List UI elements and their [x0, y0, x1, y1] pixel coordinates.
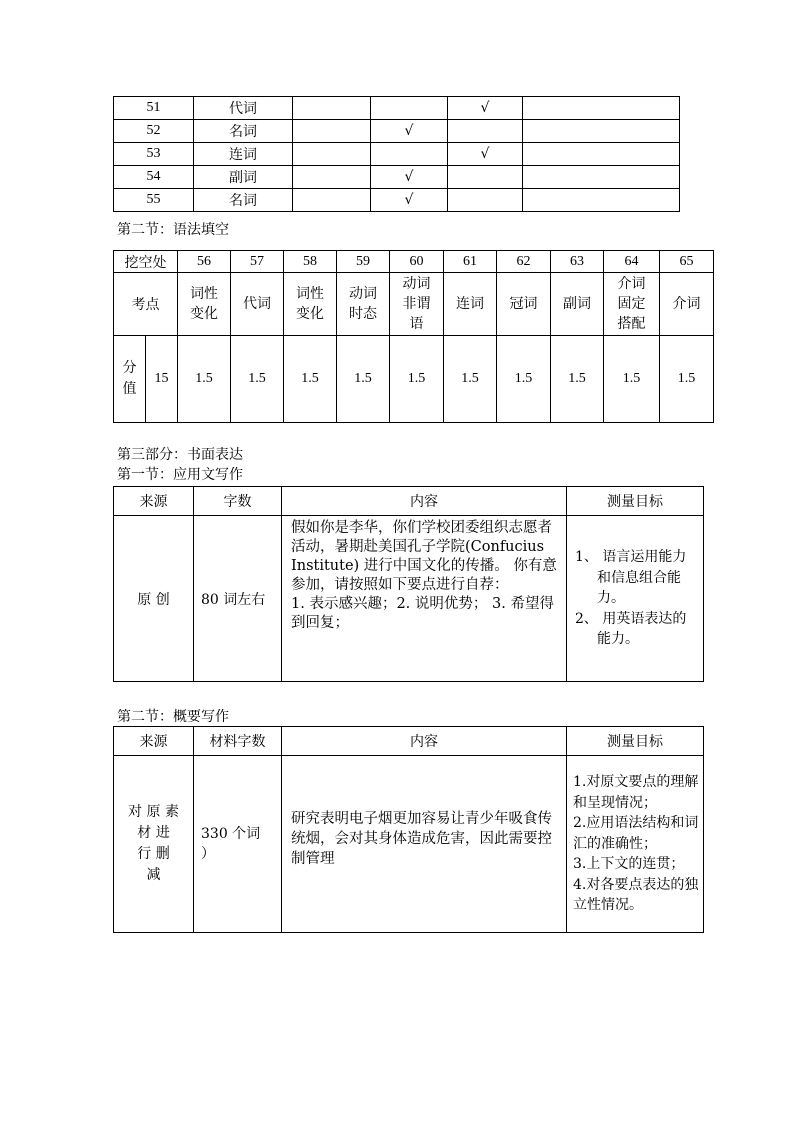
check-cell [293, 143, 371, 166]
score-value: 1.5 [178, 336, 231, 423]
check-cell [523, 97, 680, 120]
answer-type: 连词 [194, 143, 293, 166]
check-cell: √ [371, 120, 448, 143]
question-number: 55 [114, 189, 194, 212]
check-cell [523, 120, 680, 143]
check-cell: √ [448, 143, 523, 166]
goals-cell [567, 516, 704, 682]
header-source: 来源 [114, 727, 194, 756]
blank-number: 62 [497, 251, 551, 273]
answer-row [114, 120, 680, 143]
check-cell [293, 97, 371, 120]
header-content: 内容 [282, 727, 567, 756]
blank-number: 63 [551, 251, 604, 273]
check-cell [293, 189, 371, 212]
grammar-point: 代词 [231, 273, 284, 336]
summary-content: 研究表明电子烟更加容易让青少年吸食传统烟，会对其身体造成危害，因此需要控制管理 [282, 756, 567, 933]
header-words: 字数 [194, 487, 282, 516]
total-score: 15 [146, 336, 178, 423]
answer-type: 代词 [194, 97, 293, 120]
check-cell [448, 166, 523, 189]
blank-number: 57 [231, 251, 284, 273]
row-label-point: 考点 [114, 273, 178, 336]
blank-number: 61 [444, 251, 497, 273]
row-label-blank: 挖空处 [114, 251, 178, 273]
grammar-point: 词性 变化 [178, 273, 231, 336]
source-cell: 对 原 素 材 进 行 删 减 [114, 756, 194, 933]
score-value: 1.5 [231, 336, 284, 423]
source-cell: 原 创 [114, 516, 194, 682]
answer-row [114, 189, 680, 212]
part3-heading: 第三部分：书面表达 [117, 447, 243, 463]
applied-writing-table [113, 486, 704, 682]
check-cell [371, 143, 448, 166]
check-cell: √ [371, 189, 448, 212]
score-value: 1.5 [604, 336, 660, 423]
prompt-content: 假如你是李华，你们学校团委组织志愿者活动，暑期赴美国孔子学院(Confucius Institute) 进行中国文化的传播。 你有意参加，请按照如下要点进行自荐： 1. 表示感兴趣；2. 说明优势； 3. 希望得到回复； [282, 516, 567, 682]
question-number: 53 [114, 143, 194, 166]
check-cell [523, 143, 680, 166]
score-value: 1.5 [660, 336, 714, 423]
answer-type: 名词 [194, 120, 293, 143]
goal-item: 1、 语言运用能力和信息组合能力。 [575, 549, 687, 607]
goals-cell [567, 756, 704, 933]
blank-number: 65 [660, 251, 714, 273]
question-number: 51 [114, 97, 194, 120]
blank-number: 59 [337, 251, 390, 273]
check-cell [448, 189, 523, 212]
check-cell [293, 166, 371, 189]
blank-number: 64 [604, 251, 660, 273]
header-source: 来源 [114, 487, 194, 516]
section-heading-applied-writing: 第一节：应用文写作 [117, 467, 243, 483]
summary-writing-table [113, 726, 704, 933]
blank-number: 56 [178, 251, 231, 273]
answer-type: 副词 [194, 166, 293, 189]
grammar-point: 动词 时态 [337, 273, 390, 336]
check-cell: √ [448, 97, 523, 120]
grammar-point: 副词 [551, 273, 604, 336]
answer-row [114, 97, 680, 120]
goal-item: 2.应用语法结构和词汇的准确性； [573, 815, 699, 852]
grammar-point: 介词 [660, 273, 714, 336]
grammar-point: 连词 [444, 273, 497, 336]
row-label-score: 分 值 [114, 336, 146, 423]
grammar-fill-table [113, 250, 714, 423]
grammar-point: 冠词 [497, 273, 551, 336]
check-cell: √ [371, 166, 448, 189]
goal-item: 2、 用英语表达的能力。 [575, 610, 687, 648]
blank-number: 60 [390, 251, 444, 273]
question-number: 52 [114, 120, 194, 143]
goal-item: 3.上下文的连贯； [573, 856, 685, 873]
score-value: 1.5 [337, 336, 390, 423]
word-count-cell: 80 词左右 [194, 516, 282, 682]
question-number: 54 [114, 166, 194, 189]
grammar-point: 动词 非谓 语 [390, 273, 444, 336]
header-goals: 测量目标 [567, 727, 704, 756]
answer-row [114, 166, 680, 189]
section-heading-grammar-fill: 第二节：语法填空 [117, 222, 229, 238]
check-cell [523, 166, 680, 189]
header-content: 内容 [282, 487, 567, 516]
header-material-words: 材料字数 [194, 727, 282, 756]
answer-type: 名词 [194, 189, 293, 212]
score-value: 1.5 [444, 336, 497, 423]
answer-key-table [113, 96, 680, 212]
score-value: 1.5 [551, 336, 604, 423]
check-cell [293, 120, 371, 143]
header-goals: 测量目标 [567, 487, 704, 516]
score-value: 1.5 [284, 336, 337, 423]
check-cell [371, 97, 448, 120]
score-value: 1.5 [390, 336, 444, 423]
answer-row [114, 143, 680, 166]
section-heading-summary-writing: 第二节：概要写作 [117, 709, 229, 725]
grammar-point: 词性 变化 [284, 273, 337, 336]
blank-number: 58 [284, 251, 337, 273]
score-value: 1.5 [497, 336, 551, 423]
word-count-cell: 330 个词 ） [194, 756, 282, 933]
goal-item: 1.对原文要点的理解和呈现情况； [573, 774, 699, 811]
check-cell [448, 120, 523, 143]
grammar-point: 介词 固定 搭配 [604, 273, 660, 336]
goal-item: 4.对各要点表达的独立性情况。 [573, 876, 699, 914]
check-cell [523, 189, 680, 212]
